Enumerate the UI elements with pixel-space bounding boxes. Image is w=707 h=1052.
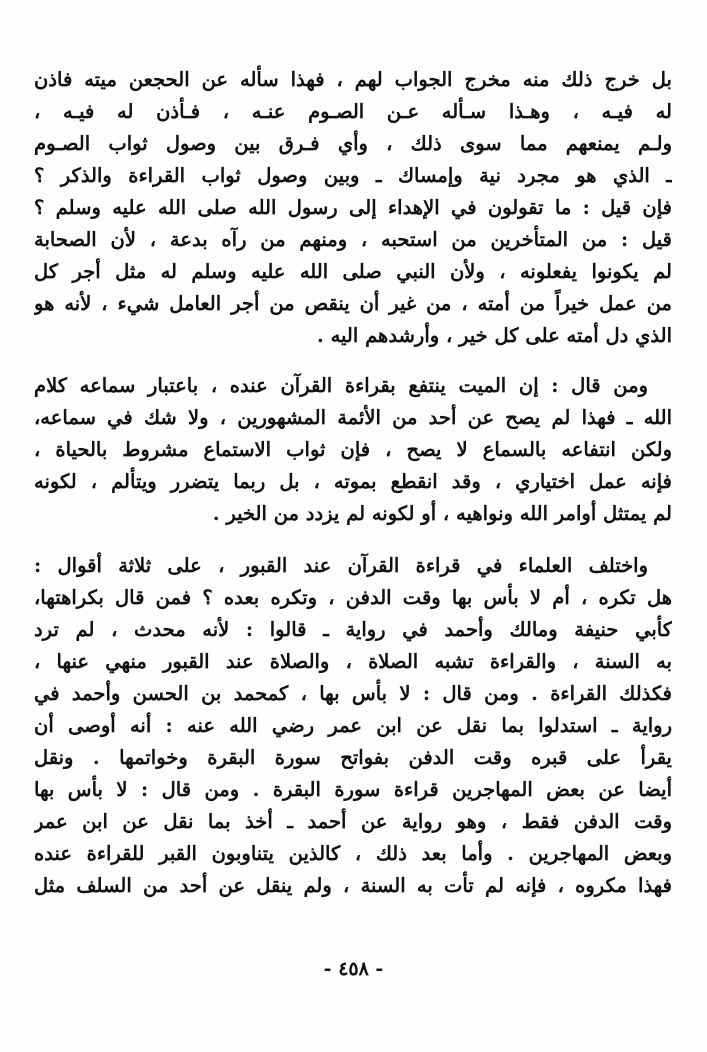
page-number: - ٤٥٨ - — [323, 958, 384, 980]
text-line: ولكن انتفاعه بالسماع لا يصح ، فإن ثواب الاستماع مشروط بالحياة ، — [34, 438, 672, 461]
text-line: هل تكره ، أم لا بأس بها وقت الدفن ، وتكره بعده ؟ فمن قال بكراهتها، — [34, 586, 672, 609]
text-line: ـ الذي هو مجرد نية وإمساك ـ وبين وصول ثواب القراءة والذكر ؟ — [34, 164, 672, 187]
paragraph-3 — [34, 550, 672, 902]
text-line: ومن قال : إن الميت ينتفع بقراءة القرآن عنده ، باعتبار سماعه كلام — [34, 374, 648, 397]
text-line: وقت الدفن فقط ، وهو رواية عن أحمد ـ أخذ بما نقل عن ابن عمر — [34, 810, 672, 833]
text-line: يقرأ على قبره وقت الدفن بفواتح سورة البقرة وخواتمها . ونقل — [34, 746, 672, 769]
text-line: فإنه عمل اختياري ، وقد انقطع بموته ، بل ربما يتضرر ويتألم ، لكونه — [34, 470, 672, 493]
text-line: فإن قيل : ما تقولون في الإهداء إلى رسول الله صلى الله عليه وسلم ؟ — [34, 196, 672, 219]
text-line: لم يكونوا يفعلونه ، ولأن النبي صلى الله عليه وسلم له مثل أجر كل — [34, 260, 672, 283]
text-line: ولـم يمنعهم مما سوى ذلك ، وأي فـرق بين وصول ثواب الصـوم — [34, 132, 672, 155]
text-line: بل خرج ذلك منه مخرج الجواب لهم ، فهذا سأله عن الحجعن ميته فاذن — [34, 68, 672, 91]
text-line: قيل : من المتأخرين من استحبه ، ومنهم من رآه بدعة ، لأن الصحابة — [34, 228, 672, 251]
text-line: به السنة ، والقراءة تشبه الصلاة ، والصلاة عند القبور منهي عنها ، — [34, 650, 672, 673]
text-line: لم يمتثل أوامر الله ونواهيه ، أو لكونه لم يزدد من الخير . — [212, 502, 672, 525]
paragraph-1 — [34, 64, 672, 352]
text-line: فهذا مكروه ، فإنه لم تأت به السنة ، ولم ينقل عن أحد من السلف مثل — [34, 874, 672, 897]
text-line: رواية ـ استدلوا بما نقل عن ابن عمر رضي الله عنه : أنه أوصى أن — [34, 714, 672, 737]
text-line: فكذلك القراءة . ومن قال : لا بأس بها ، كمحمد بن الحسن وأحمد في — [34, 682, 672, 705]
text-line: له فيـه ، وهـذا سـأله عـن الصـوم عنـه ، فـأذن له فيـه ، — [34, 100, 672, 123]
text-line: كأبي حنيفة ومالك وأحمد في رواية ـ قالوا : لأنه محدث ، لم ترد — [34, 618, 672, 641]
text-line: أيضا عن بعض المهاجرين قراءة سورة البقرة . ومن قال : لا بأس بها — [34, 778, 672, 801]
text-line: واختلف العلماء في قراءة القرآن عند القبور ، على ثلاثة أقوال : — [34, 554, 648, 577]
text-line: من عمل خيراً من أمته ، من غير أن ينقص من أجر العامل شيء ، لأنه هو — [34, 292, 672, 315]
text-line: وبعض المهاجرين . وأما بعد ذلك ، كالذين يتناوبون القبر للقراءة عنده — [34, 842, 672, 865]
paragraph-2 — [34, 370, 672, 530]
text-line: الله ـ فهذا لم يصح عن أحد من الأئمة المشهورين ، ولا شك في سماعه، — [34, 406, 672, 429]
text-line: الذي دل أمته على كل خير ، وأرشدهم اليه . — [317, 324, 672, 347]
